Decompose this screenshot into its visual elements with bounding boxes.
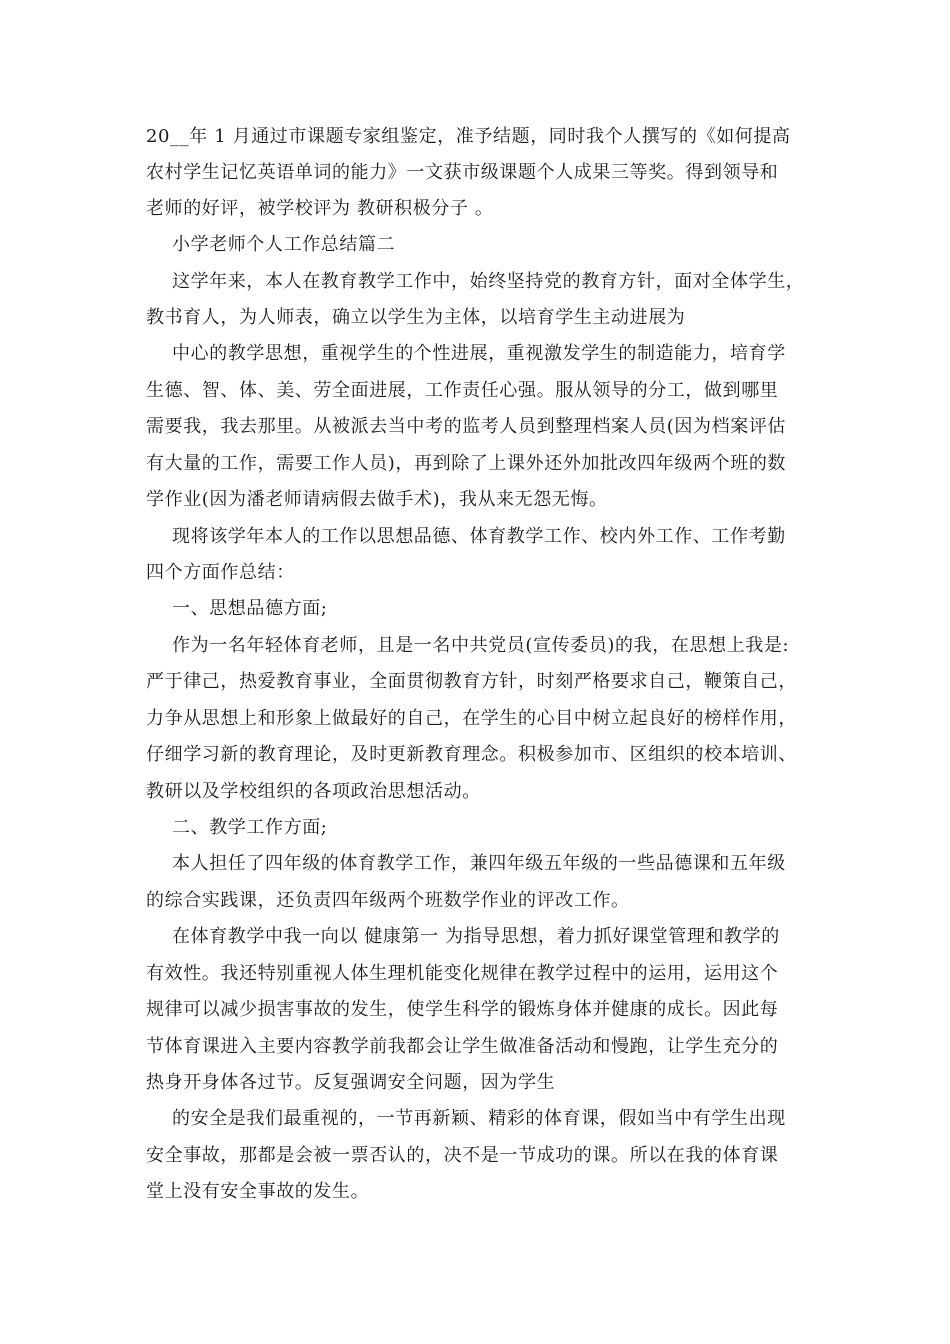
- text-line: 堂上没有安全事故的发生。: [146, 1181, 370, 1202]
- text-line: 严于律己，热爱教育事业，全面贯彻教育方针，时刻严格要求自己，鞭策自己，: [146, 671, 797, 692]
- text-line: 热身开身体各过节。反复强调安全问题，因为学生: [146, 1072, 556, 1093]
- text-line: 在体育教学中我一向以 健康第一 为指导思想，着力抓好课堂管理和教学的: [172, 926, 780, 947]
- section-heading: 二、教学工作方面;: [172, 817, 328, 838]
- text-line: 的综合实践课，还负责四年级两个班数学作业的评改工作。: [146, 890, 630, 911]
- text-line: 作为一名年轻体育老师，且是一名中共党员(宣传委员)的我，在思想上我是:: [172, 635, 790, 656]
- text-line: 本人担任了四年级的体育教学工作，兼四年级五年级的一些品德课和五年级: [172, 853, 786, 874]
- text-line: 教书育人，为人师表，确立以学生为主体，以培育学生主动进展为: [146, 307, 686, 328]
- text-line: 老师的好评，被学校评为 教研积极分子 。: [146, 198, 494, 219]
- text-line: 节体育课进入主要内容教学前我都会让学生做准备活动和慢跑，让学生充分的: [146, 1036, 779, 1057]
- section-heading: 小学老师个人工作总结篇二: [172, 234, 396, 255]
- text-line: 四个方面作总结：: [146, 562, 295, 583]
- text-line: 规律可以减少损害事故的发生，使学生科学的锻炼身体并健康的成长。因此每: [146, 999, 779, 1020]
- text-line: 生德、智、体、美、劳全面进展，工作责任心强。服从领导的分工，做到哪里: [146, 380, 779, 401]
- text-line: 现将该学年本人的工作以思想品德、体育教学工作、校内外工作、工作考勤: [172, 526, 786, 547]
- text-line: 有效性。我还特别重视人体生理机能变化规律在教学过程中的运用，运用这个: [146, 963, 779, 984]
- text-line: 需要我，我去那里。从被派去当中考的监考人员到整理档案人员(因为档案评估: [146, 416, 787, 437]
- text-line: 这学年来，本人在教育教学工作中，始终坚持党的教育方针，面对全体学生，: [172, 271, 805, 292]
- text-line: 教研以及学校组织的各项政治思想活动。: [146, 781, 481, 802]
- text-line: 有大量的工作，需要工作人员)，再到除了上课外还外加批改四年级两个班的数: [146, 453, 787, 474]
- text-line: 的安全是我们最重视的，一节再新颖、精彩的体育课，假如当中有学生出现: [172, 1108, 786, 1129]
- text-line: 中心的教学思想，重视学生的个性进展，重视激发学生的制造能力，培育学: [172, 343, 786, 364]
- text-line: 学作业(因为潘老师请病假去做手术)，我从来无怨无悔。: [146, 489, 608, 510]
- text-line: 20__年 1 月通过市课题专家组鉴定，准予结题，同时我个人撰写的《如何提高: [146, 126, 791, 147]
- text-line: 力争从思想上和形象上做最好的自己，在学生的心目中树立起良好的榜样作用，: [146, 708, 797, 729]
- text-line: 农村学生记忆英语单词的能力》一文获市级课题个人成果三等奖。得到领导和: [146, 162, 779, 183]
- text-line: 安全事故，那都是会被一票否认的，决不是一节成功的课。所以在我的体育课: [146, 1145, 779, 1166]
- text-line: 仔细学习新的教育理论，及时更新教育理念。积极参加市、区组织的校本培训、: [146, 744, 797, 765]
- section-heading: 一、思想品德方面;: [172, 598, 328, 619]
